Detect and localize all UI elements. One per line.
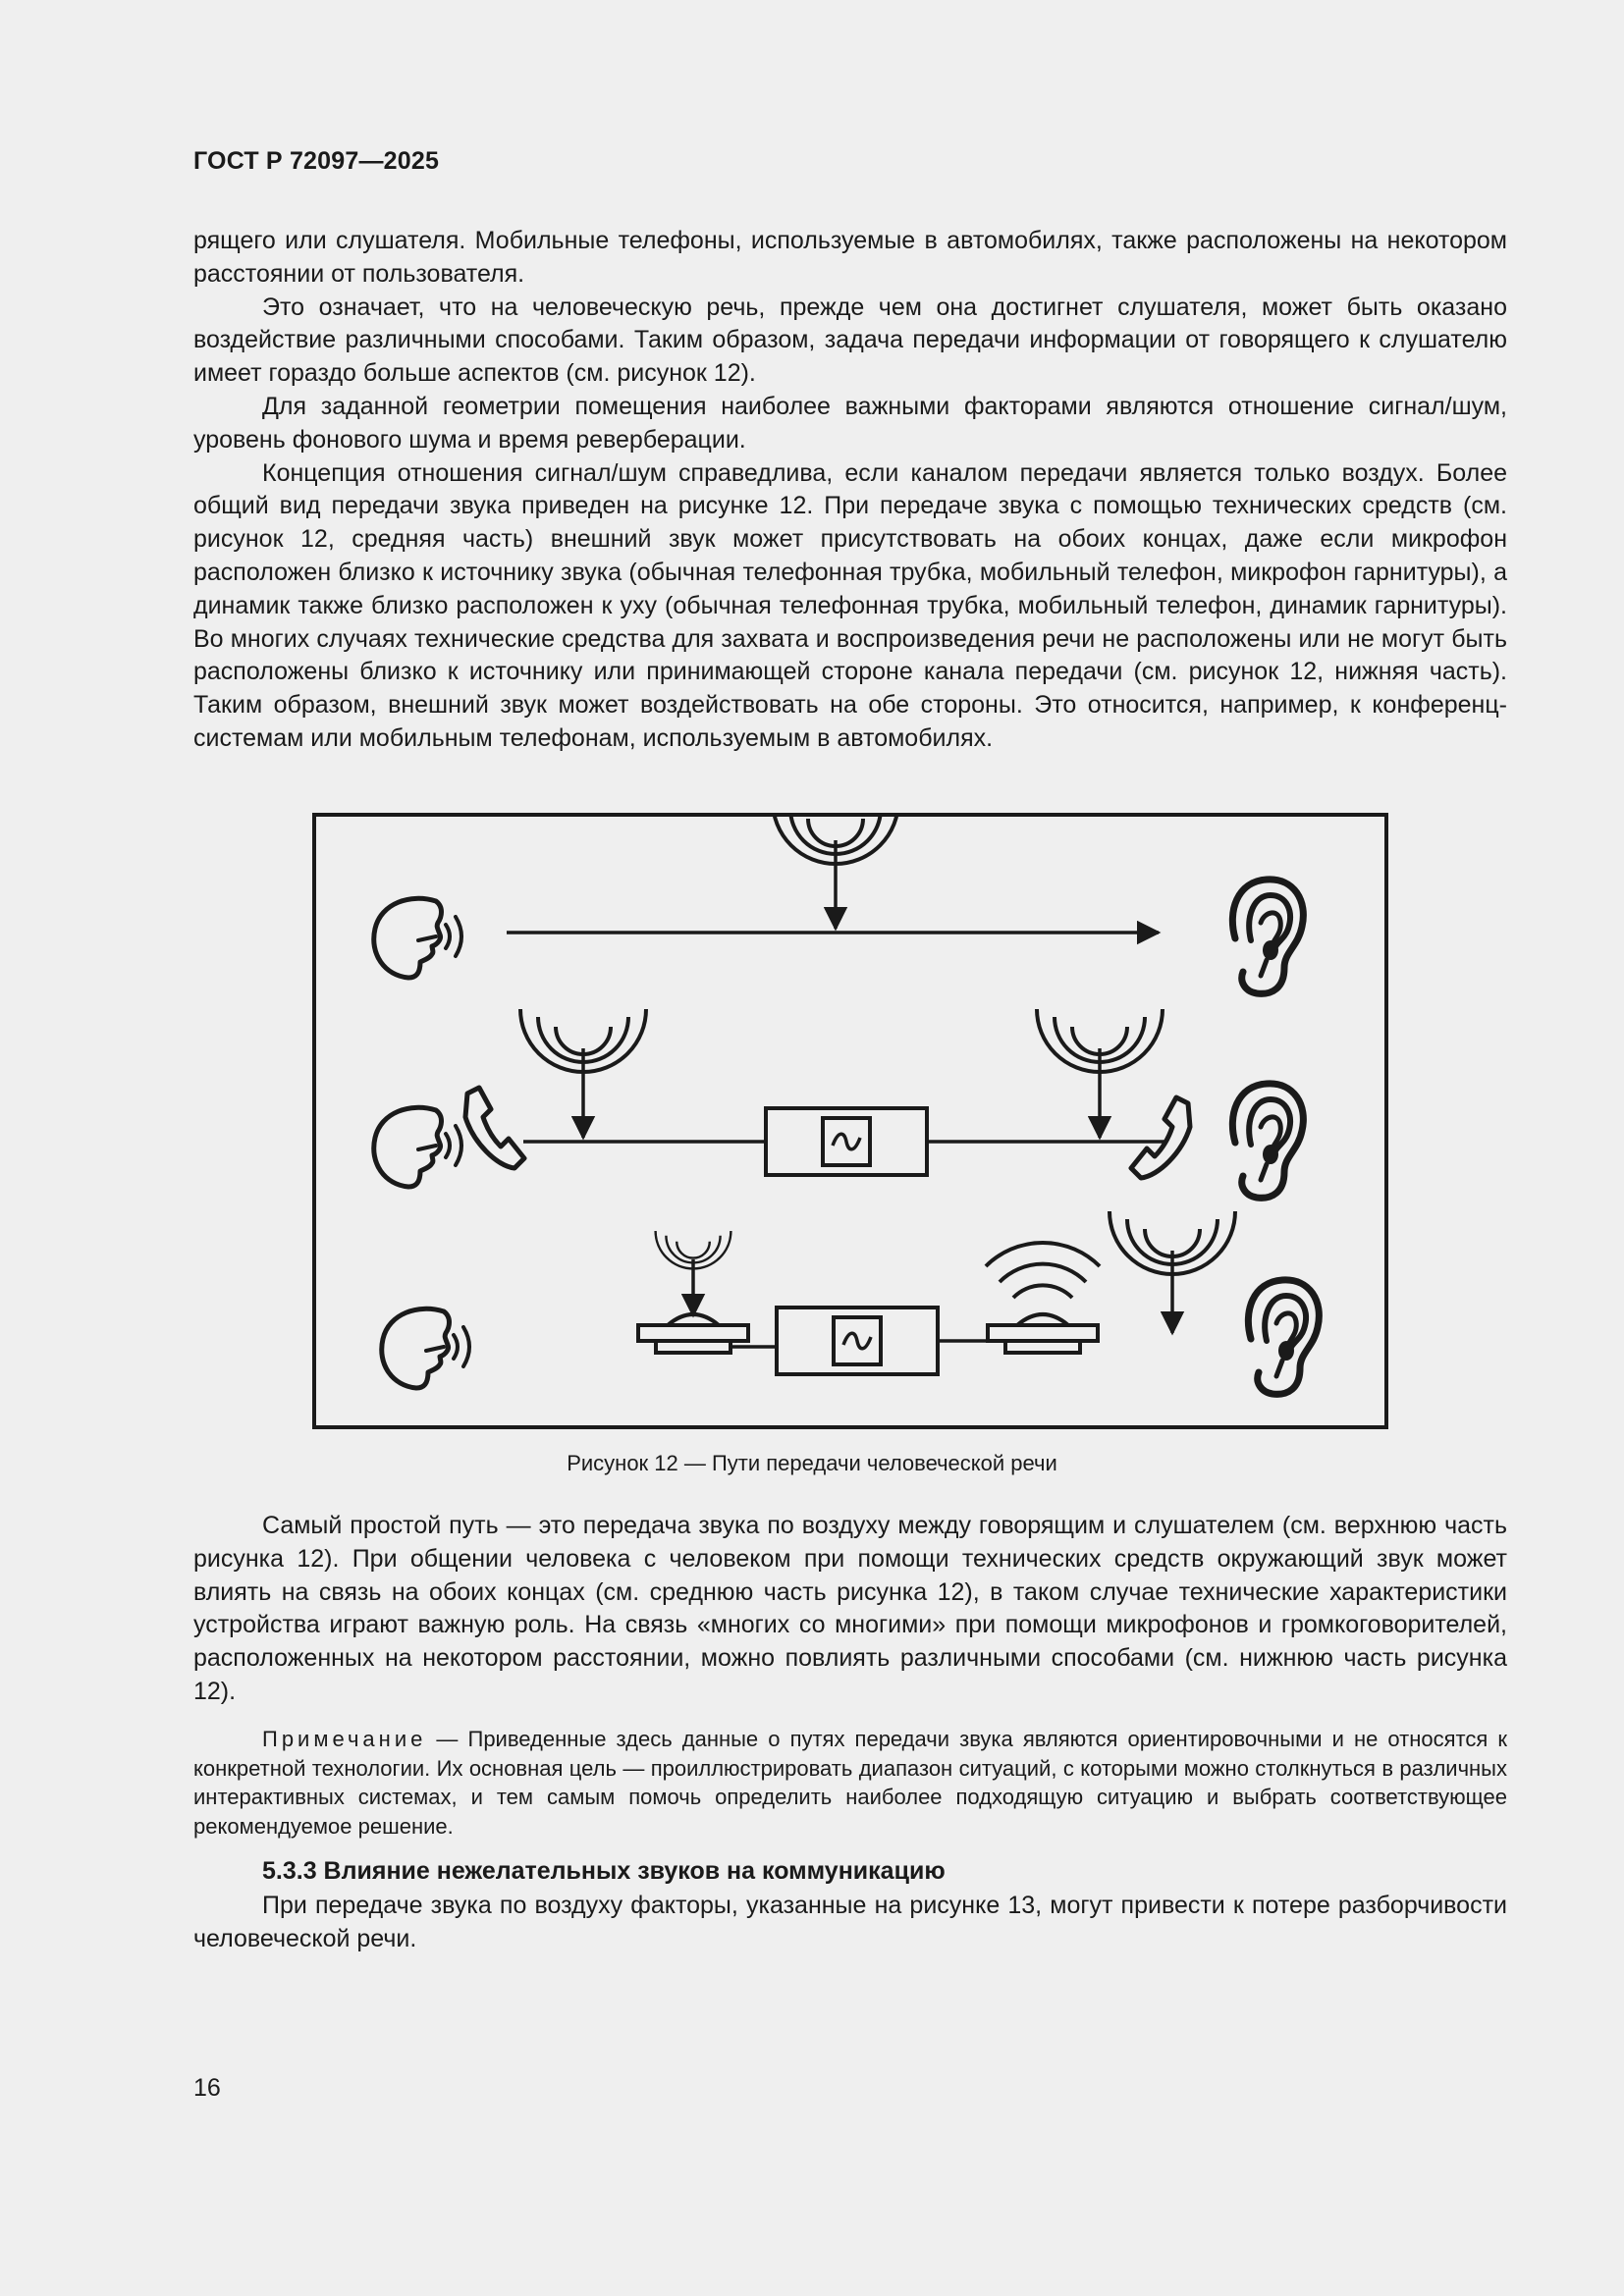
listener-ear-icon: [1232, 1084, 1303, 1198]
loudspeaker-icon: [986, 1243, 1100, 1353]
speaker-head-icon: [374, 898, 461, 978]
paragraph: При передаче звука по воздуху факторы, указанные на рисунке 13, могут привести к потере разборчивости человеческой речи.: [193, 1892, 1507, 1952]
note-block: [193, 1725, 1507, 1841]
speaker-head-icon: [374, 1107, 461, 1187]
figure-caption: Рисунок 12 — Пути передачи человеческой речи: [567, 1451, 1057, 1475]
codec-box-icon: [766, 1108, 927, 1175]
section-text: [193, 1890, 1507, 1956]
paragraph: Самый простой путь — это передача звука по воздуху между говорящим и слушателем (см. верхнюю часть рисунка 12). При общении человека с человеком при помощи технических средств окружающий звук может влиять на связь на обоих концах (см. среднюю часть рисунка 12), в таком случае технические характеристики устройства играют важную роль. На связь «многих со многими» при помощи микрофонов и громкоговорителей, расположенных на некотором расстоянии, можно повлиять различными способами (см. нижнюю часть рисунка 12).: [193, 1512, 1507, 1705]
handset-icon: [1131, 1097, 1190, 1178]
paragraph: Это означает, что на человеческую речь, прежде чем она достигнет слушателя, может быть оказано воздействие различными способами. Таким образом, задача передачи информации от говорящего к слушателю имеет гораздо больше аспектов (см. рисунок 12).: [193, 293, 1507, 388]
listener-ear-icon: [1232, 880, 1303, 993]
figure-12-transmission-paths: [312, 813, 1388, 1429]
after-figure-text: [193, 1510, 1507, 1709]
note-label: Примечание: [262, 1727, 427, 1751]
intro-text: [193, 225, 1507, 756]
paragraph: Для заданной геометрии помещения наиболее важными факторами являются отношение сигнал/шум, уровень фонового шума и время реверберации.: [193, 392, 1507, 454]
section-heading: 5.3.3 Влияние нежелательных звуков на коммуникацию: [262, 1857, 946, 1885]
handset-icon: [465, 1088, 524, 1168]
page-number: 16: [193, 2074, 221, 2102]
listener-ear-icon: [1248, 1280, 1319, 1394]
paragraph: Концепция отношения сигнал/шум справедлива, если каналом передачи является только воздух. Более общий вид передачи звука приведен на рисунке 12. При передаче звука с помощью технических средств (см. рисунок 12, средняя часть) внешний звук может присутствовать на обоих концах, даже если микрофон расположен близко к источнику звука (обычная телефонная трубка, мобильный телефон, микрофон гарнитуры), а динамик также близко расположен к уху (обычная телефонная трубка, мобильный телефон, динамик гарнитуры). Во многих случаях технические средства для захвата и воспроизведения речи не расположены или не могут быть расположены близко к источнику или принимающей стороне канала передачи (см. рисунок 12, нижняя часть). Таким образом, внешний звук может воздействовать на обе стороны. Это относится, например, к конференц-системам или мобильным телефонам, используемым в автомобилях.: [193, 458, 1507, 752]
speaker-head-icon: [382, 1308, 469, 1388]
document-header: ГОСТ Р 72097—2025: [193, 147, 440, 175]
codec-box-icon: [777, 1308, 938, 1374]
paragraph: рящего или слушателя. Мобильные телефоны, используемые в автомобилях, также расположены на некотором расстоянии от пользователя.: [193, 227, 1507, 288]
note-text: — Приведенные здесь данные о путях передачи звука являются ориентировочными и не относятся к конкретной технологии. Их основная цель — проиллюстрировать диапазон ситуаций, с которыми можно столкнуться в различных интерактивных системах, и тем самым помочь определить наиболее подходящую ситуацию и выбрать соответствующее рекомендуемое решение.: [193, 1727, 1507, 1839]
